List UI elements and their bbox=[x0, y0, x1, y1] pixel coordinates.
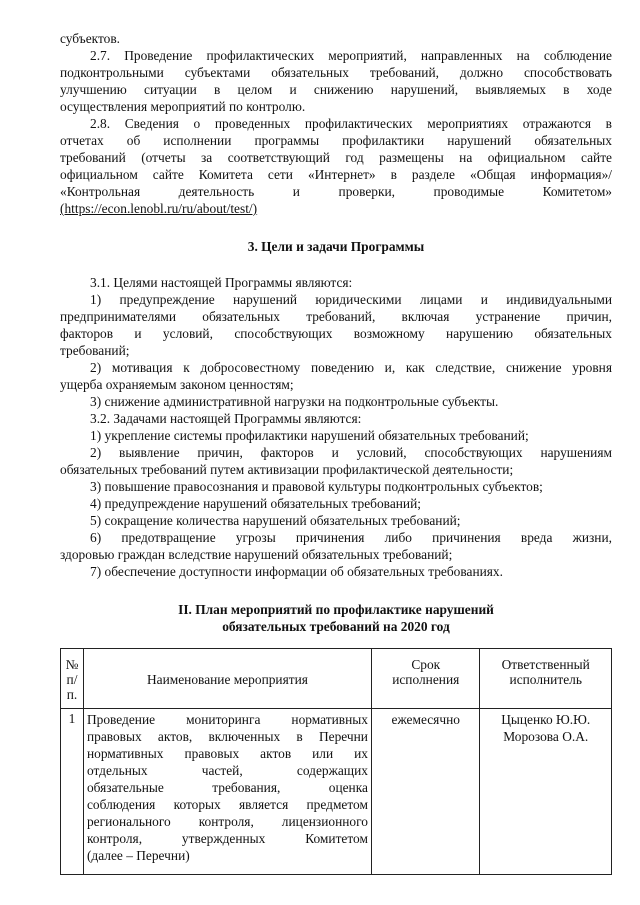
task-item-2: 2) выявление причин, факторов и условий, способствующих нарушениям bbox=[90, 445, 612, 460]
activity-line: регионального контроля, лицензионного bbox=[86, 814, 368, 829]
plan-heading-line-2: обязательных требований на 2020 год bbox=[222, 619, 450, 634]
section-3-heading: 3. Цели и задачи Программы bbox=[247, 239, 425, 254]
paragraph-line: улучшению ситуации в целом и снижению нарушений, выявляемых в ходе bbox=[60, 82, 612, 97]
paragraph-line: обязательных требований путем активизации профилактической деятельности; bbox=[60, 462, 514, 477]
header-responsible-line-1: Ответственный bbox=[501, 657, 590, 672]
responsible-person-2: Морозова О.А. bbox=[503, 729, 589, 744]
row-activity-name bbox=[83, 709, 371, 875]
row-number: 1 bbox=[61, 709, 84, 875]
paragraph-3-2: 3.2. Задачами настоящей Программы являются: bbox=[90, 411, 362, 426]
task-item-5: 5) сокращение количества нарушений обязательных требований; bbox=[90, 513, 461, 528]
paragraph-line: осуществления мероприятий по контролю. bbox=[60, 99, 306, 114]
activity-line: контроля, утвержденных Комитетом bbox=[86, 831, 368, 846]
paragraph-line: официальном сайте Комитета сети «Интернет» в разделе «Общая информация»/ bbox=[60, 167, 612, 182]
header-deadline-line-1: Срок bbox=[411, 657, 441, 672]
table-header-row bbox=[61, 649, 612, 709]
activity-line: нормативных правовых актов или их bbox=[86, 746, 368, 761]
header-deadline-line-2: исполнения bbox=[392, 672, 460, 687]
row-deadline: ежемесячно bbox=[371, 709, 480, 875]
list-item-2: 2) мотивация к добросовестному поведению и, как следствие, снижение уровня bbox=[90, 360, 612, 375]
task-item-4: 4) предупреждение нарушений обязательных требований; bbox=[90, 496, 421, 511]
paragraph-2-7: 2.7. Проведение профилактических мероприятий, направленных на соблюдение bbox=[90, 48, 612, 63]
paragraph-line: факторов и условий, способствующих возможному нарушению обязательных bbox=[60, 326, 612, 341]
header-responsible bbox=[480, 649, 612, 709]
paragraph-line: ущерба охраняемым законом ценностям; bbox=[60, 377, 294, 392]
activity-line: обязательные требования, оценка bbox=[86, 780, 368, 795]
paragraph-line: предпринимателями обязательных требований, включая устранение причин, bbox=[60, 309, 612, 324]
header-responsible-line-2: исполнитель bbox=[509, 672, 582, 687]
paragraph-line: подконтрольными субъектами обязательных требований, должно способствовать bbox=[60, 65, 612, 80]
task-item-6: 6) предотвращение угрозы причинения либо причинения вреда жизни, bbox=[90, 530, 612, 545]
table-row bbox=[61, 709, 612, 875]
header-number-line-2: п/п. bbox=[66, 672, 78, 702]
responsible-person-1: Цыценко Ю.Ю. bbox=[501, 712, 591, 727]
header-activity-name-text: Наименование мероприятия bbox=[146, 672, 308, 687]
activity-line: отдельных частей, содержащих bbox=[86, 763, 368, 778]
header-number-line-1: № bbox=[65, 657, 79, 672]
plan-heading-line-1: II. План мероприятий по профилактике нарушений bbox=[178, 602, 494, 617]
row-responsible bbox=[480, 709, 612, 875]
paragraph-line: требований (отчеты за соответствующий год размещены на официальном сайте bbox=[60, 150, 612, 165]
website-link[interactable]: (https://econ.lenobl.ru/ru/about/test/) bbox=[60, 201, 258, 216]
task-item-7: 7) обеспечение доступности информации об обязательных требованиях. bbox=[90, 564, 503, 579]
header-number bbox=[61, 649, 84, 709]
activity-line: Проведение мониторинга нормативных bbox=[86, 712, 368, 727]
plan-table bbox=[60, 648, 612, 875]
paragraph-3-1: 3.1. Целями настоящей Программы являются: bbox=[90, 275, 353, 290]
paragraph-line: требований; bbox=[60, 343, 130, 358]
task-item-3: 3) повышение правосознания и правовой культуры подконтрольных субъектов; bbox=[90, 479, 543, 494]
list-item-1: 1) предупреждение нарушений юридическими лицами и индивидуальными bbox=[90, 292, 612, 307]
activity-line: (далее – Перечни) bbox=[86, 848, 190, 863]
paragraph-line: отчетах об исполнении программы профилактики нарушений обязательных bbox=[60, 133, 612, 148]
activity-line: правовых актов, включенных в Перечни bbox=[86, 729, 368, 744]
activity-line: соблюдения которых является предметом bbox=[86, 797, 368, 812]
paragraph-line: субъектов. bbox=[60, 31, 121, 46]
paragraph-2-8: 2.8. Сведения о проведенных профилактических мероприятиях отражаются в bbox=[90, 116, 612, 131]
paragraph-line: здоровью граждан вследствие нарушений обязательных требований; bbox=[60, 547, 453, 562]
header-activity-name bbox=[83, 649, 371, 709]
paragraph-line: «Контрольная деятельность и проверки, проводимые Комитетом» bbox=[60, 184, 612, 199]
list-item-3: 3) снижение административной нагрузки на подконтрольные субъекты. bbox=[90, 394, 499, 409]
task-item-1: 1) укрепление системы профилактики нарушений обязательных требований; bbox=[90, 428, 529, 443]
header-deadline bbox=[371, 649, 480, 709]
